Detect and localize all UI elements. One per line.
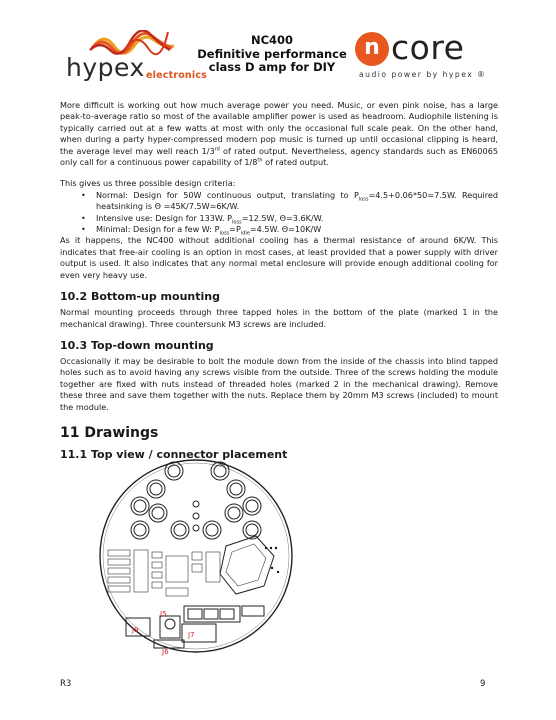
revision-label: R3 xyxy=(60,679,72,689)
title-line-1: NC400 xyxy=(250,33,294,47)
thermal-paragraph: As it happens, the NC400 without additional cooling has a thermal resistance of around 6K/W. This indicates that free-air cooling is an option in most cases, at least provided that a power supply with driver output is used. It also indicates that any normal metal enclosure will provide enough additional cooling for even very heavy use. xyxy=(60,235,498,280)
heading-bottom-up-mounting: 10.2 Bottom-up mounting xyxy=(60,290,220,304)
label-j7: J7 xyxy=(188,631,195,639)
ncore-n-badge: n xyxy=(355,32,389,66)
hypex-logo xyxy=(64,30,208,82)
bottom-up-paragraph: Normal mounting proceeds through three tapped holes in the bottom of the plate (marked 1 in the mechanical drawing). Three countersunk M3 screws are included. xyxy=(60,307,498,329)
top-down-paragraph: Occasionally it may be desirable to bolt the module down from the inside of the chassis into blind tapped holes such as to avoid having any screws visible from the outside. Three of the screws holding the module together are fixed with nuts instead of threaded holes (marked 2 in the mechanical drawing). Remove these three and save them together with the nuts. Replace them by 20mm M3 screws (included) to mount the module. xyxy=(60,355,498,412)
intro-paragraph: More difficult is working out how much average power you need. Music, or even pink noise, has a large peak-to-average ratio so most of the available amplifier power is used as headroom. Audiophile listening is typically carried out at a few watts at most with only the occasional full scale peak. On the other hand, when during a party hyper-compressed modern pop music is turned up until occasional clipping is heard, the average level may well reach 1/3rd of rated output. Nevertheless, agency standards such as EN60065 only call for a continuous power capability of 1/8th of rated output. xyxy=(60,100,498,168)
document-title xyxy=(195,34,349,75)
title-line-2: Definitive performance xyxy=(197,46,347,61)
list-item: • Minimal: Design for a few W: $P_{loss}=P_{idle}=4.5W$. Θ=10K/W xyxy=(81,224,322,237)
label-j5: J5 xyxy=(160,610,167,618)
pcb-top-view-drawing xyxy=(96,456,296,656)
list-item: • Intensive use: Design for 133W. $P_{loss}=12.5W$, Θ=3.6K/W. xyxy=(81,212,324,226)
heading-top-down-mounting: 10.3 Top-down mounting xyxy=(60,338,214,352)
heading-top-view: 11.1 Top view / connector placement xyxy=(60,447,288,461)
criteria-list xyxy=(60,190,498,236)
ncore-wordmark: core xyxy=(391,28,465,67)
page-number: 9 xyxy=(480,679,486,689)
page-body xyxy=(60,100,498,462)
hypex-electronics-text: electronics xyxy=(146,70,208,81)
label-j9: J9 xyxy=(132,626,139,634)
label-j6: J6 xyxy=(162,648,169,656)
ncore-logo xyxy=(355,30,505,84)
hypex-wordmark: hypex xyxy=(66,53,145,82)
list-item: • Normal: Design for 50W continuous output, translating to $P_{loss}=4.5+0.06*50=7.5W$. Required heatsinking is Θ =45K/7.5W=6K/W. xyxy=(81,189,498,212)
title-line-3: class D amp for DIY xyxy=(208,60,336,74)
ncore-tagline: audio power by hypex ® xyxy=(359,70,487,79)
heading-drawings: 11 Drawings xyxy=(60,424,159,441)
criteria-intro: This gives us three possible design criteria: xyxy=(60,178,236,189)
